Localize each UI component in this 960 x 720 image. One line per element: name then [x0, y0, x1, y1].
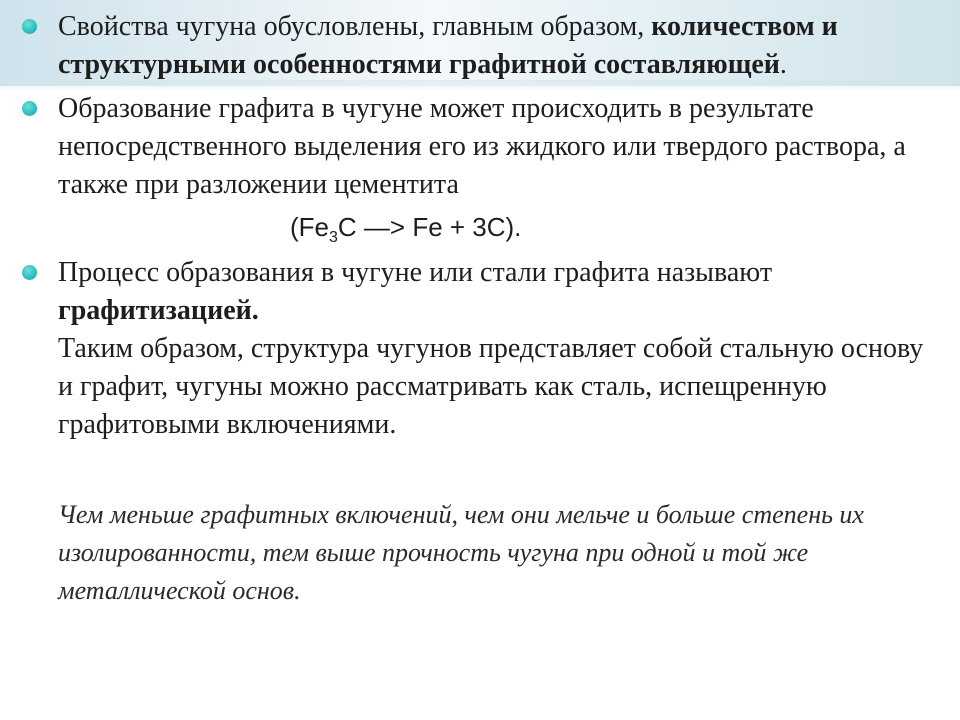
bullet-tail-text: .: [779, 49, 787, 80]
bullet-bold-text: количеством и структурными особенностями графитной составляющей: [58, 11, 838, 80]
bullet-text: Свойства чугуна обусловлены, главным образом,: [58, 11, 652, 42]
bullet-item-properties: [58, 8, 938, 84]
bullet-item-graphitization: [58, 254, 938, 444]
bullet-continuation-text: Таким образом, структура чугунов представляет собой стальную основу и графит, чугуны можно рассматривать как сталь, испещренную графитовыми включениями.: [58, 333, 924, 440]
bullet-dot-icon: [22, 19, 37, 34]
formula-subscript: 3: [329, 229, 338, 246]
bullet-bold-text: графитизацией.: [58, 295, 259, 326]
bullet-text: Образование графита в чугуне может происходить в результате непосредственного выделения его из жидкого или твердого раствора, а также при разложении цементита: [58, 93, 906, 200]
bullet-text: Процесс образования в чугуне или стали графита называют: [58, 257, 773, 288]
formula-rest: C —> Fe + 3C).: [337, 212, 522, 242]
chemical-formula: [58, 204, 938, 250]
italic-note: Чем меньше графитных включений, чем они мельче и больше степень их изолированности, тем выше прочность чугуна при одной и той же металлической основ.: [58, 500, 864, 605]
slide-content: [58, 8, 938, 444]
formula-open: (Fe: [290, 212, 329, 242]
bullet-item-graphite-formation: [58, 90, 938, 250]
bullet-dot-icon: [22, 265, 37, 280]
bullet-dot-icon: [22, 101, 37, 116]
